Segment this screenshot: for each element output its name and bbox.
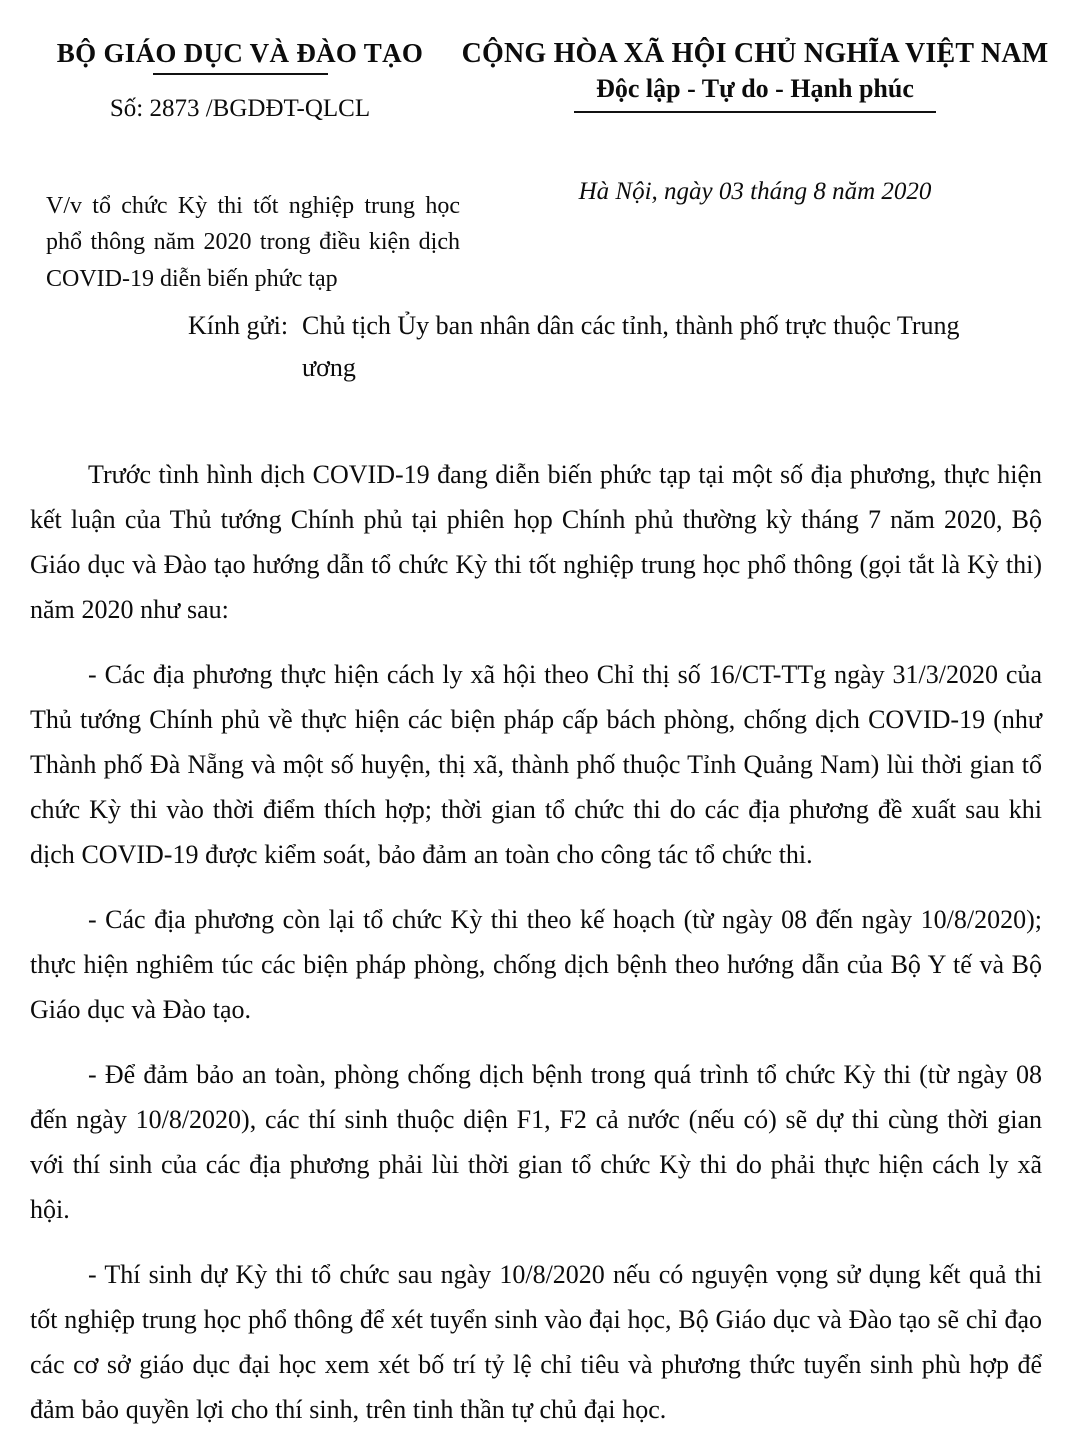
motto-underline-rule <box>574 111 936 113</box>
document-body <box>30 452 1042 1432</box>
body-paragraph: - Thí sinh dự Kỳ thi tổ chức sau ngày 10/8/2020 nếu có nguyện vọng sử dụng kết quả thi tốt nghiệp trung học phổ thông để xét tuyển sinh vào đại học, Bộ Giáo dục và Đào tạo sẽ chỉ đạo các cơ sở giáo dục đại học xem xét bố trí tỷ lệ chỉ tiêu và phương thức tuyển sinh phù hợp để đảm bảo quyền lợi cho thí sinh, trên tinh thần tự chủ đại học. <box>30 1260 1042 1424</box>
recipient-label: Kính gửi: <box>188 311 289 340</box>
issuing-ministry-title: BỘ GIÁO DỤC VÀ ĐÀO TẠO <box>56 38 424 68</box>
place-and-date: Hà Nội, ngày 03 tháng 8 năm 2020 <box>578 178 932 205</box>
national-title: CỘNG HÒA XÃ HỘI CHỦ NGHĨA VIỆT NAM <box>461 38 1049 69</box>
recipient-value: Chủ tịch Ủy ban nhân dân các tỉnh, thành phố trực thuộc Trung ương <box>302 311 960 383</box>
document-subject-line: V/v tổ chức Kỳ thi tốt nghiệp trung học phổ thông năm 2020 trong điều kiện dịch COVID-19 diễn biến phức tạp <box>46 193 460 292</box>
body-paragraph: - Các địa phương thực hiện cách ly xã hội theo Chỉ thị số 16/CT-TTg ngày 31/3/2020 của Thủ tướng Chính phủ về thực hiện các biện pháp cấp bách phòng, chống dịch COVID-19 (như Thành phố Đà Nẵng và một số huyện, thị xã, thành phố thuộc Tỉnh Quảng Nam) lùi thời gian tổ chức Kỳ thi vào thời điểm thích hợp; thời gian tổ chức thi do các địa phương đề xuất sau khi dịch COVID-19 được kiểm soát, bảo đảm an toàn cho công tác tổ chức thi. <box>30 660 1042 869</box>
body-paragraph: - Các địa phương còn lại tổ chức Kỳ thi theo kế hoạch (từ ngày 08 đến ngày 10/8/2020); thực hiện nghiêm túc các biện pháp phòng, chống dịch bệnh theo hướng dẫn của Bộ Y tế và Bộ Giáo dục và Đào tạo. <box>30 905 1042 1024</box>
recipient-block <box>30 305 1040 389</box>
body-paragraph: - Để đảm bảo an toàn, phòng chống dịch bệnh trong quá trình tổ chức Kỳ thi (từ ngày 08 đến ngày 10/8/2020), các thí sinh thuộc diện F1, F2 cả nước (nếu có) sẽ dự thi cùng thời gian với thí sinh của các địa phương phải lùi thời gian tổ chức Kỳ thi do phải thực hiện cách ly xã hội. <box>30 1060 1042 1224</box>
national-motto: Độc lập - Tự do - Hạnh phúc <box>596 74 914 104</box>
document-header <box>0 38 1065 292</box>
recipient-row <box>30 305 1040 389</box>
ministry-underline-rule <box>153 73 328 75</box>
header-left-block <box>30 38 450 124</box>
body-paragraph: Trước tình hình dịch COVID-19 đang diễn biến phức tạp tại một số địa phương, thực hiện kết luận của Thủ tướng Chính phủ tại phiên họp Chính phủ thường kỳ tháng 7 năm 2020, Bộ Giáo dục và Đào tạo hướng dẫn tổ chức Kỳ thi tốt nghiệp trung học phổ thông (gọi tắt là Kỳ thi) năm 2020 như sau: <box>30 460 1042 624</box>
document-number: Số: 2873 /BGDĐT-QLCL <box>109 95 371 123</box>
header-right-block <box>455 38 1055 113</box>
